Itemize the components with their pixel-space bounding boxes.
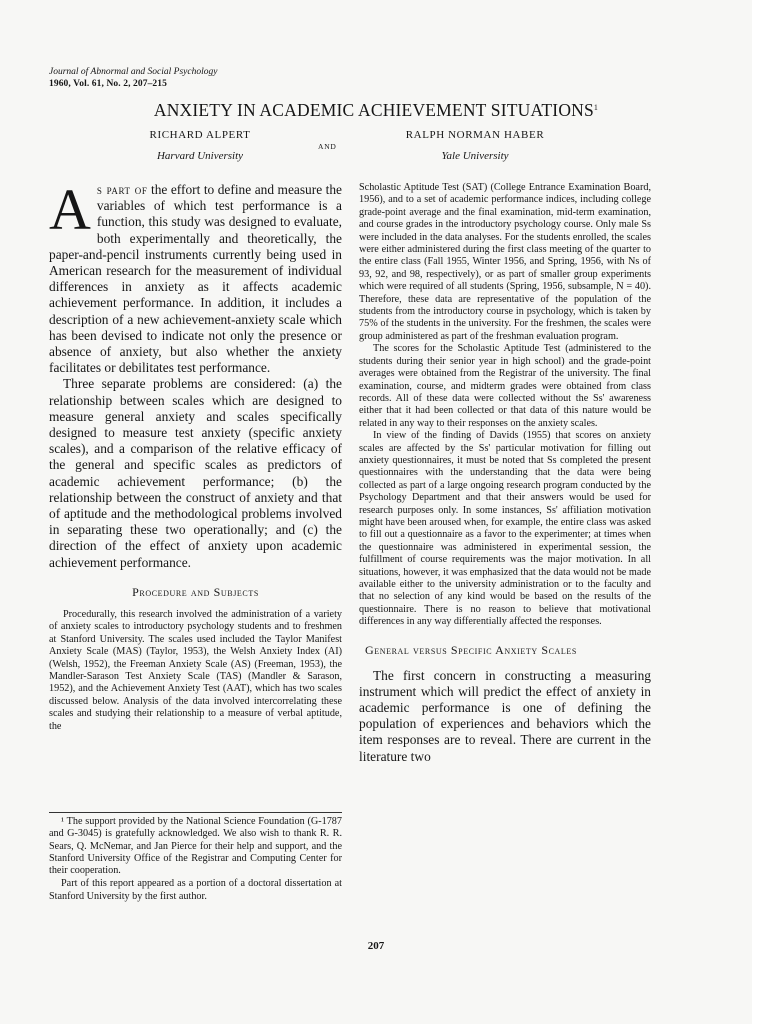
page-number: 207	[367, 940, 385, 952]
intro-text: the effort to define and measure the variables of which test performance is a function, this study was designed to evaluate, both experimentally and theoretically, the paper-and-pencil instruments currently being used in American research for the measurement of individual differences in anxiety as it affects academic achievement performance. In addition, it includes a description of a new achievement-anxiety scale which has been devised to indicate not only the presence or absence of anxiety, but also whether the anxiety facilitates or debilitates test performance.	[49, 182, 343, 376]
left-column	[49, 177, 343, 733]
intro-paragraph	[49, 177, 343, 376]
page-margin-strip	[752, 0, 768, 1024]
footnote-1: ¹ The support provided by the National Science Foundation (G-1787 and G-3045) is gratefully acknowledged. We also wish to thank R. R. Sears, Q. McNemar, and Jan Pierce for their help and support, and the Stanford University Office of the Registrar and Computing Center for their cooperation.	[49, 816, 342, 877]
sat-paragraph: Scholastic Aptitude Test (SAT) (College Entrance Examination Board, 1956), and to a set of academic performance indices, including college grade-point average and the final examination, mid-term examination, and course grades in the introductory psychology course. Only male Ss were included in the data analyses. For the students enrolled, the scales were either administered during the first class meeting of the quarter to the entire class (Fall 1955, Winter 1956, and Spring, 1956, with Ns of 93, 92, and 98, respectively), or as part of smaller group experiments which were required of all students (Spring, 1956, subsample, N = 40). Therefore, these data are representative of the population of the students from the introductory course in psychology, which is taken by 75% of the students in the university. For the freshmen, the scales were group administered as part of the freshman evaluation program.	[359, 182, 651, 342]
affiliation-second: Yale University	[441, 150, 509, 162]
section-heading-procedure: Procedure and Subjects	[132, 584, 259, 599]
journal-volume: 1960, Vol. 61, No. 2, 207–215	[49, 78, 167, 89]
journal-citation	[49, 67, 217, 90]
footnote-2: Part of this report appeared as a portion of a doctoral dissertation at Stanford University by the first author.	[49, 878, 342, 902]
lead-in-smallcaps: s part of	[96, 182, 148, 197]
title-footnote-mark: 1	[593, 103, 599, 112]
article-title-text: ANXIETY IN ACADEMIC ACHIEVEMENT SITUATIONS	[153, 100, 594, 120]
footnotes	[49, 816, 342, 904]
scores-paragraph: The scores for the Scholastic Aptitude Test (administered to the students during their senior year in high school) and the grade-point averages were obtained from the Registrar of the university. The final examination, course, and midterm grades were obtained from class records. All of these data were collected without the Ss' awareness either that it had been collected or that data of this nature would be related in any way to their responses on the anxiety scales.	[359, 343, 651, 429]
article-title	[0, 100, 752, 121]
right-column	[359, 182, 651, 765]
author-first: RICHARD ALPERT	[149, 129, 251, 141]
footnote-divider	[49, 812, 342, 813]
motivation-paragraph: In view of the finding of Davids (1955) that scores on anxiety scales are affected by the Ss' particular motivation for filling out anxiety questionnaires, it must be noted that Ss completed the present questionnaires with the understanding that the data were being collected as part of a large ongoing research program conducted by the Psychology Department and that their answers would be used for research purposes only. In some instances, Ss' affiliation motivation might have been aroused when, for example, the entire class was asked to fill out a questionnaire as a favor to the experimenter; at times when the questionnaire was administered in experimental session, the fulfillment of course requirements was the major motivation. In all situations, however, it was emphasized that the data would not be made available either to the university administration or to the faculty and that no selection of any kind would be based on the results of the questionnaire. There is no reason to believe that motivational differences in any way differentially affected the responses.	[359, 430, 651, 628]
problems-paragraph: Three separate problems are considered: (a) the relationship between scales which are designed to measure general anxiety and scales specifically designed to measure test anxiety (specific anxiety scales), and a comparison of the relative efficacy of the general and specific scales as predictors of academic achievement performance; (b) the relationship between the construct of anxiety and that of aptitude and the methodological problems involved in separating these two operationally; and (c) the direction of the effect of anxiety upon academic achievement performance.	[49, 376, 342, 570]
drop-cap: A	[49, 177, 91, 242]
general-specific-paragraph: The first concern in constructing a measuring instrument which will predict the effect of anxiety in academic performance is one of defining the population of experiences and behaviors which the item responses are to reveal. There are current in the literature two	[359, 667, 651, 764]
affiliation-first: Harvard University	[156, 150, 244, 162]
author-conjunction: AND	[318, 142, 337, 151]
section-heading-general-specific: General versus Specific Anxiety Scales	[365, 642, 577, 657]
journal-name: Journal of Abnormal and Social Psychology	[49, 67, 218, 77]
procedure-paragraph: Procedurally, this research involved the administration of a variety of anxiety scales to introductory psychology students and to freshmen at Stanford University. The scales used included the Taylor Manifest Anxiety Scale (MAS) (Taylor, 1953), the Welsh Anxiety Index (AI) (Welsh, 1952), the Freeman Anxiety Scale (AS) (Freeman, 1953), the Mandler-Sarason Test Anxiety Scale (TAS) (Mandler & Sarason, 1952), and the Achievement Anxiety Test (AAT), which has two scales discussed below. Analysis of the data involved intercorrelating these scales and studying their relationship to a measure of verbal aptitude, the	[49, 608, 342, 732]
author-second: RALPH NORMAN HABER	[405, 129, 545, 141]
